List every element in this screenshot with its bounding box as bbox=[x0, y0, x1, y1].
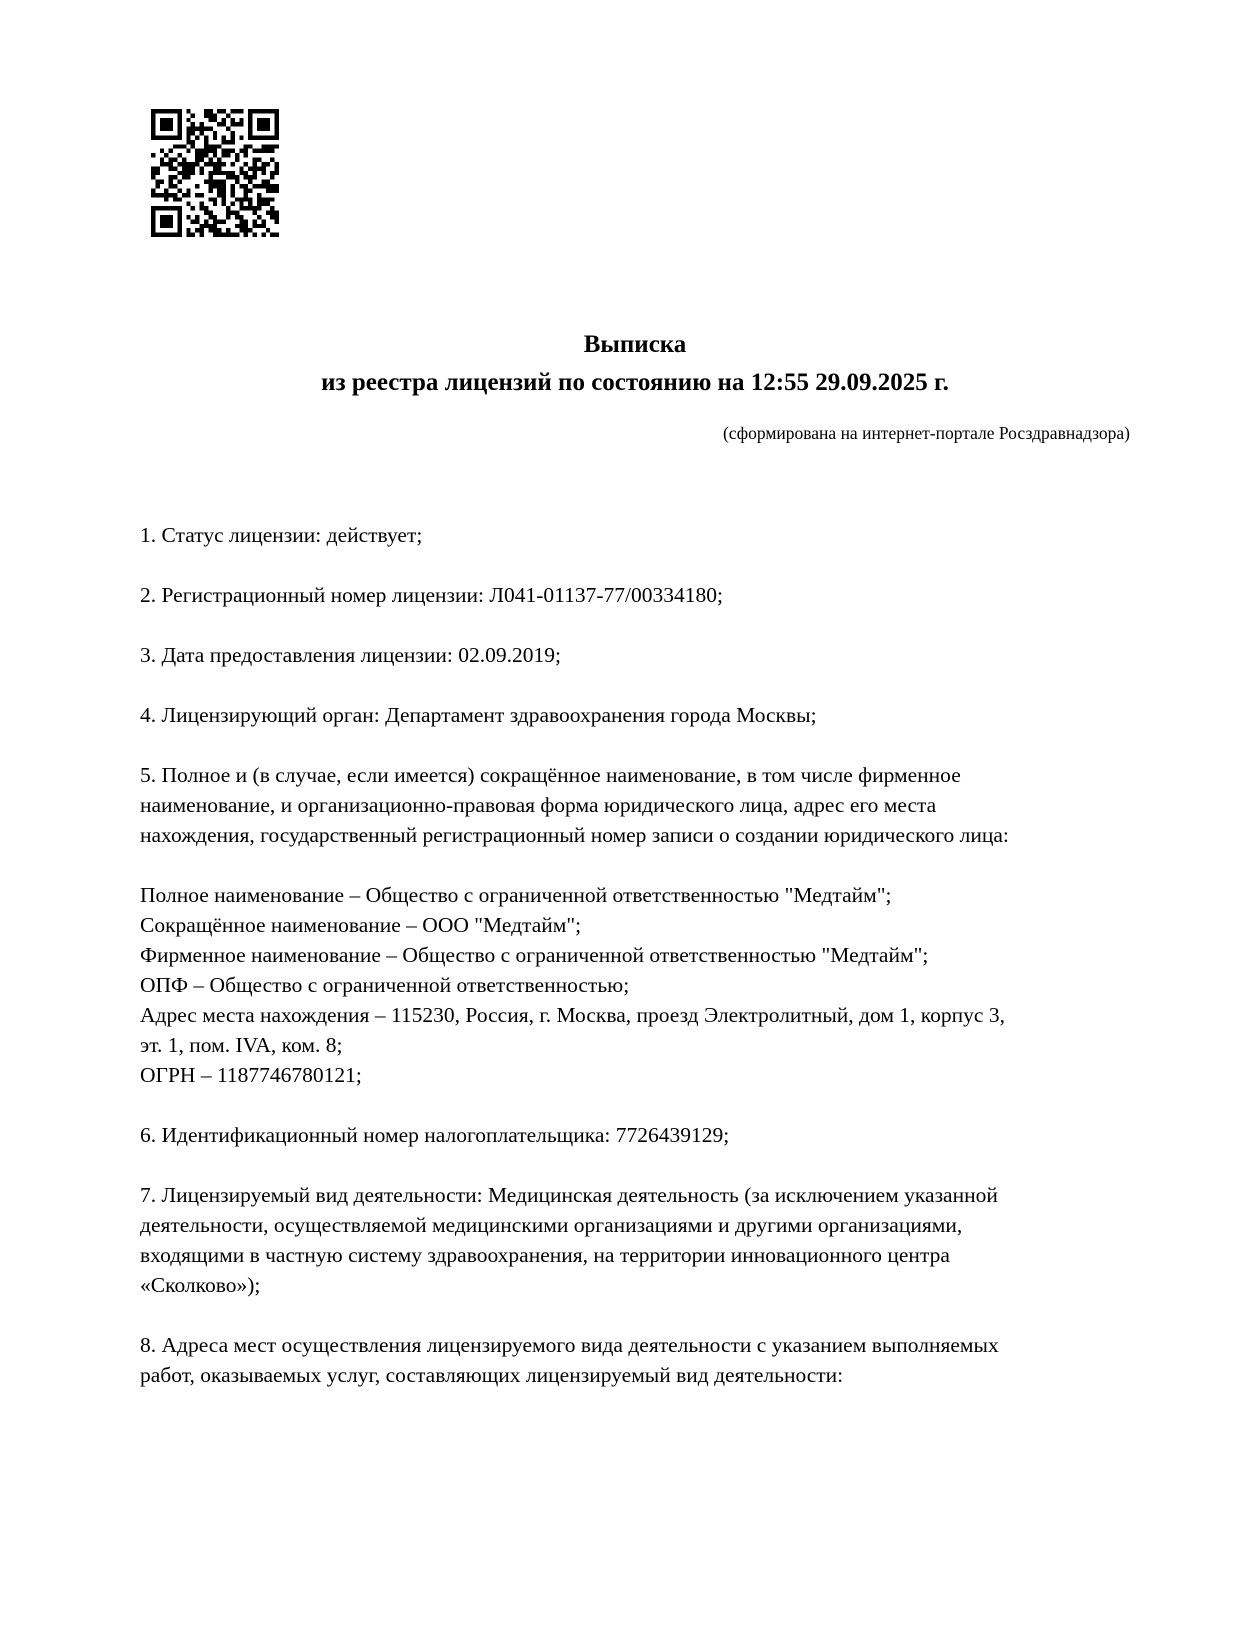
text-line: 5. Полное и (в случае, если имеется) сокращённое наименование, в том числе фирменное bbox=[140, 763, 961, 787]
text-line: Фирменное наименование – Общество с ограниченной ответственностью "Медтайм"; bbox=[140, 943, 929, 967]
text-line: эт. 1, пом. IVA, ком. 8; bbox=[140, 1033, 343, 1057]
document-source-note: (сформирована на интернет-портале Росздравнадзора) bbox=[722, 423, 1130, 443]
paragraph-license-grant-date bbox=[140, 640, 1130, 670]
paragraph-taxpayer-id bbox=[140, 1120, 1130, 1150]
paragraph-license-reg-number bbox=[140, 580, 1130, 610]
text-line: Сокращённое наименование – ООО "Медтайм"; bbox=[140, 913, 582, 937]
text-line: работ, оказываемых услуг, составляющих лицензируемый вид деятельности: bbox=[140, 1363, 844, 1387]
text-line: входящими в частную систему здравоохранения, на территории инновационного центра bbox=[140, 1243, 950, 1267]
document-title-line1: Выписка bbox=[583, 331, 687, 358]
text-line: 8. Адреса мест осуществления лицензируемого вида деятельности с указанием выполняемых bbox=[140, 1333, 999, 1357]
qr-code-icon bbox=[151, 109, 279, 237]
text-line: 7. Лицензируемый вид деятельности: Медицинская деятельность (за исключением указанной bbox=[140, 1183, 998, 1207]
text-line: 3. Дата предоставления лицензии: 02.09.2019; bbox=[140, 643, 561, 667]
text-line: 1. Статус лицензии: действует; bbox=[140, 523, 423, 547]
text-line: ОГРН – 1187746780121; bbox=[140, 1063, 362, 1087]
text-line: ОПФ – Общество с ограниченной ответственностью; bbox=[140, 973, 630, 997]
text-line: 6. Идентификационный номер налогоплательщика: 7726439129; bbox=[140, 1123, 730, 1147]
document-body bbox=[140, 520, 1130, 1390]
text-line: Полное наименование – Общество с ограниченной ответственностью "Медтайм"; bbox=[140, 883, 892, 907]
paragraph-org-details bbox=[140, 880, 1130, 1090]
text-line: наименование, и организационно-правовая форма юридического лица, адрес его места bbox=[140, 793, 937, 817]
paragraph-licensing-authority bbox=[140, 700, 1130, 730]
document-title-line2: из реестра лицензий по состоянию на 12:55 29.09.2025 г. bbox=[321, 369, 949, 396]
paragraph-activity-addresses bbox=[140, 1330, 1130, 1390]
text-line: «Сколково»); bbox=[140, 1273, 261, 1297]
text-line: 2. Регистрационный номер лицензии: Л041-01137-77/00334180; bbox=[140, 583, 723, 607]
text-line: нахождения, государственный регистрационный номер записи о создании юридического лица: bbox=[140, 823, 1009, 847]
paragraph-licensed-activity bbox=[140, 1180, 1130, 1300]
text-line: Адрес места нахождения – 115230, Россия, г. Москва, проезд Электролитный, дом 1, корпус 3, bbox=[140, 1003, 1005, 1027]
text-line: 4. Лицензирующий орган: Департамент здравоохранения города Москвы; bbox=[140, 703, 817, 727]
text-line: деятельности, осуществляемой медицинскими организациями и другими организациями, bbox=[140, 1213, 963, 1237]
document-title bbox=[140, 0, 1130, 402]
paragraph-license-status bbox=[140, 520, 1130, 550]
paragraph-org-names-intro bbox=[140, 760, 1130, 850]
